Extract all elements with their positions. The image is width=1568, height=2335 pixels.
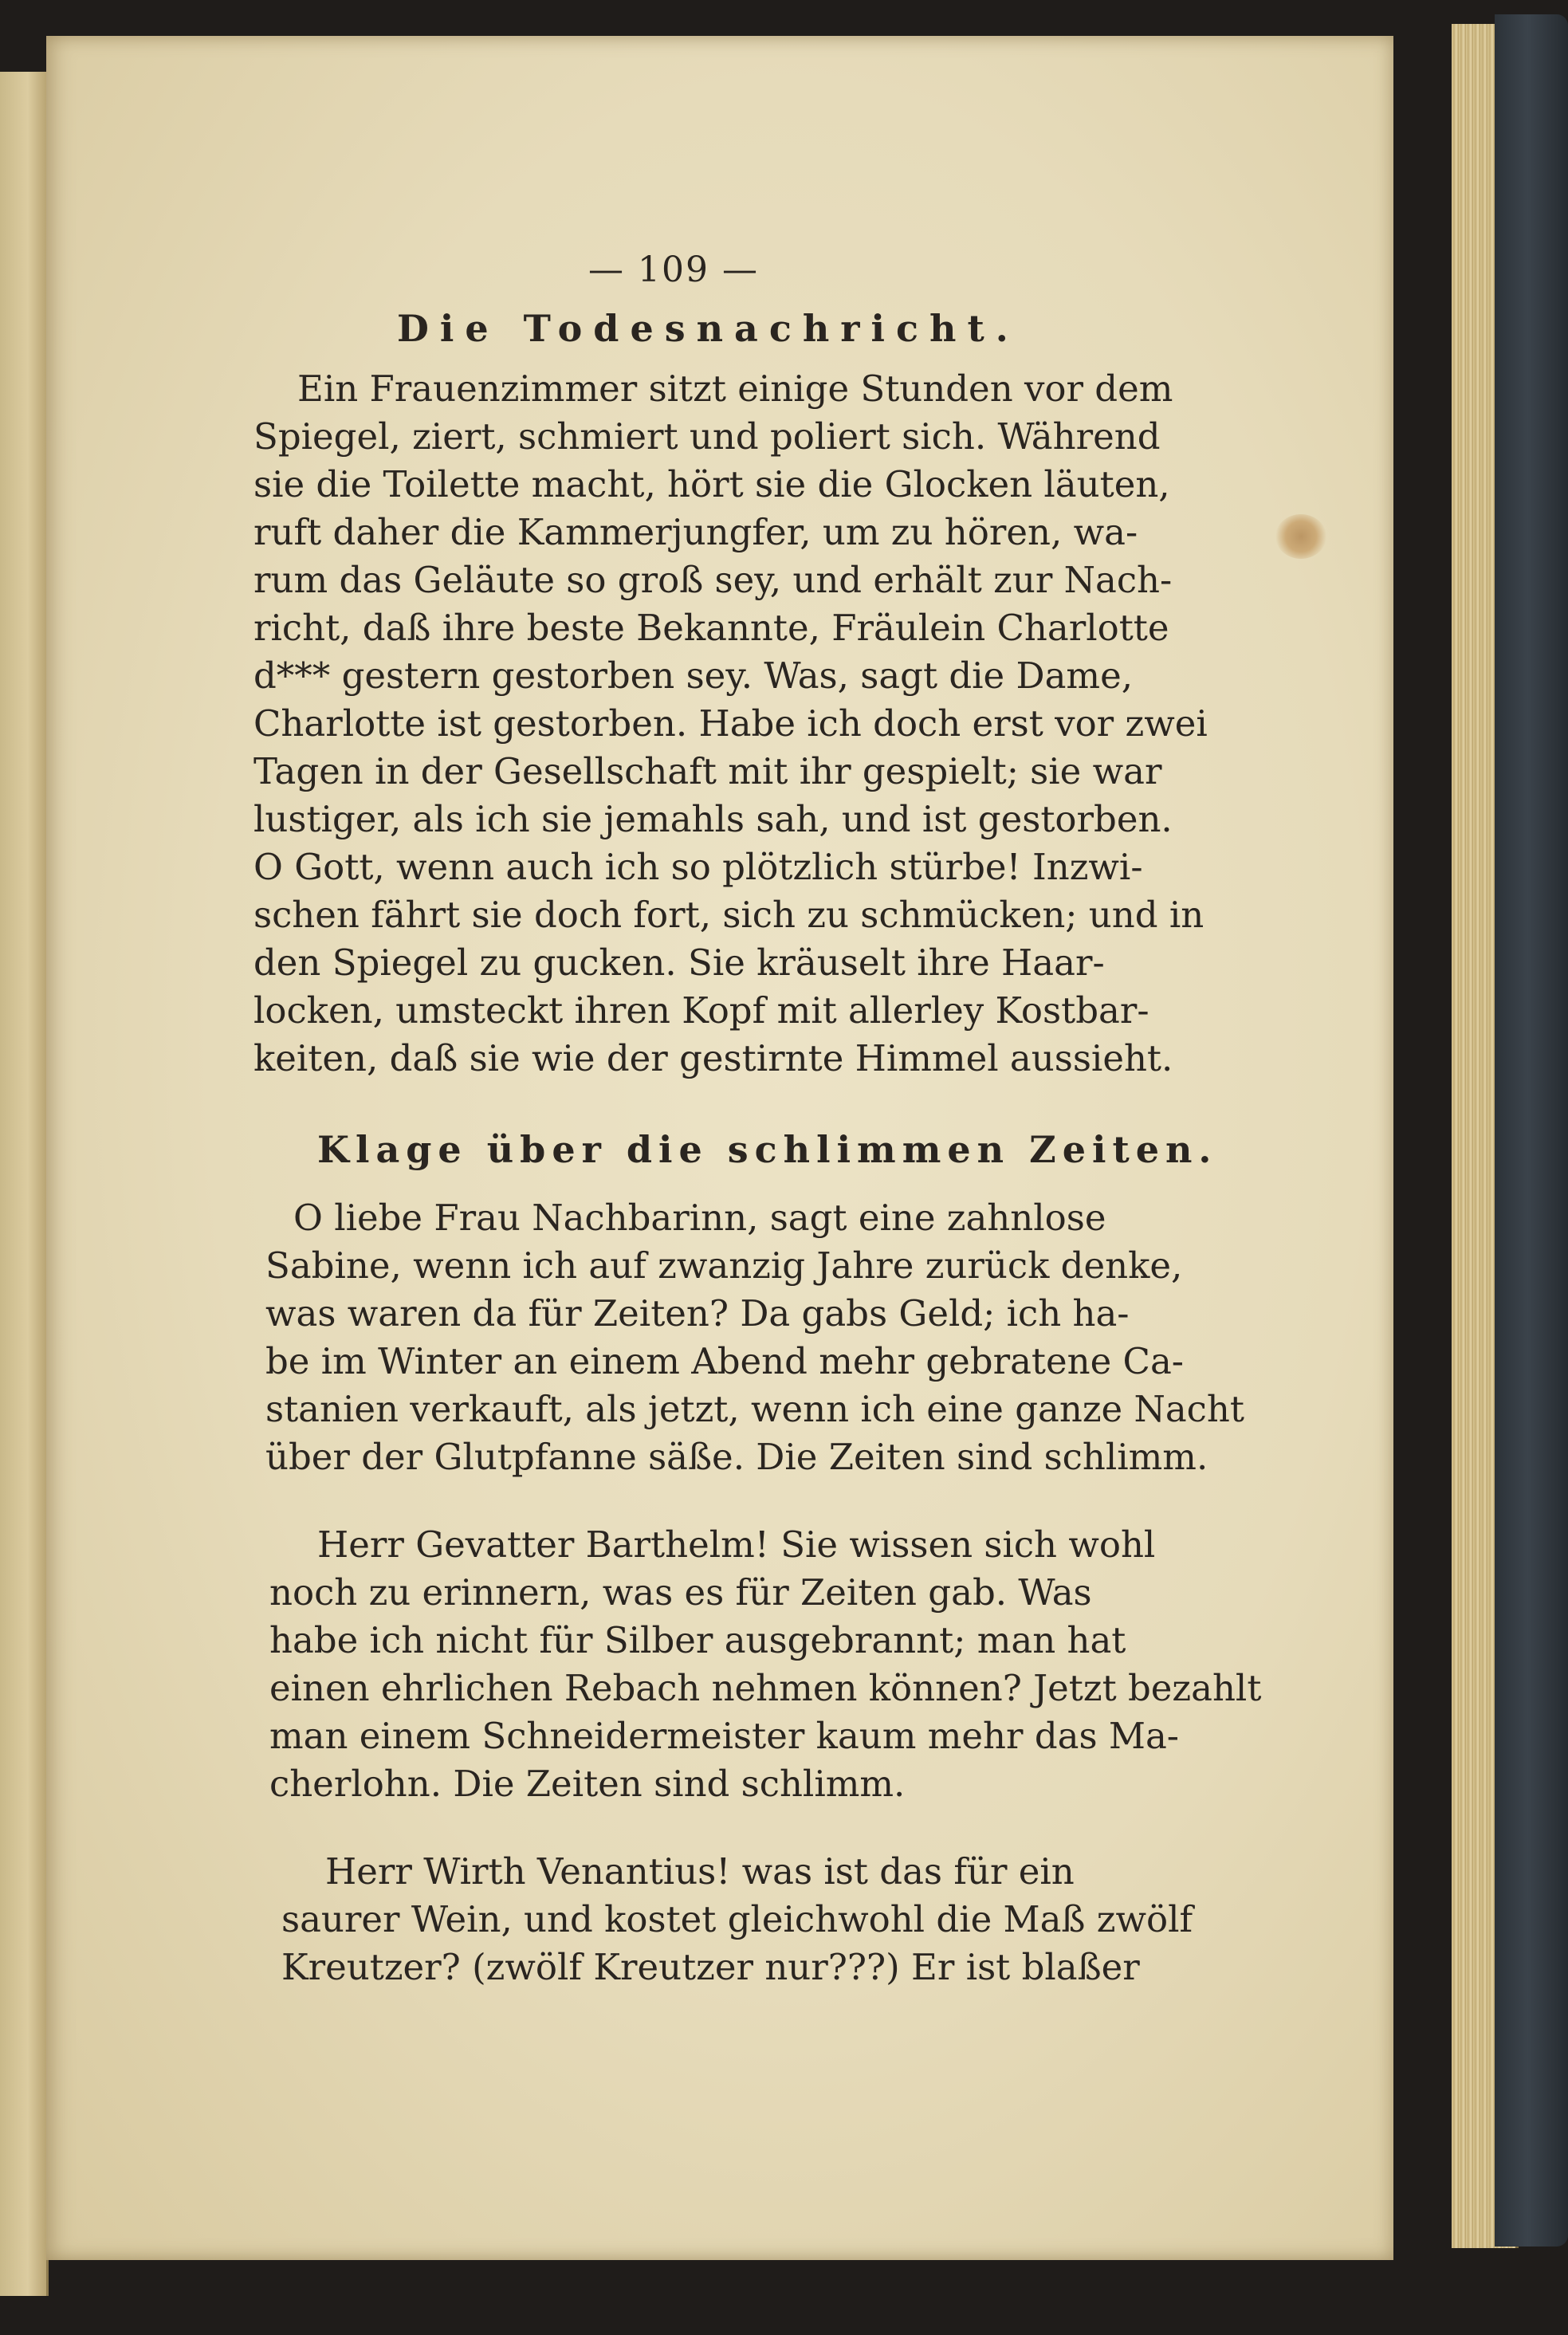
text-line: ruft daher die Kammerjungfer, um zu hören, wa-	[253, 511, 1138, 553]
text-line: stanien verkauft, als jetzt, wenn ich eine ganze Nacht	[265, 1388, 1244, 1430]
text-line: man einem Schneidermeister kaum mehr das Ma-	[269, 1715, 1179, 1757]
text-line: cherlohn. Die Zeiten sind schlimm.	[269, 1763, 906, 1805]
book-page	[46, 36, 1393, 2260]
paper-stain	[1275, 514, 1326, 559]
text-line: den Spiegel zu gucken. Sie kräuselt ihre Haar-	[253, 941, 1105, 984]
text-line: sie die Toilette macht, hört sie die Glocken läuten,	[253, 463, 1170, 505]
text-line: d*** gestern gestorben sey. Was, sagt die Dame,	[253, 655, 1134, 697]
text-line: locken, umsteckt ihren Kopf mit allerley Kostbar-	[253, 989, 1149, 1032]
text-line: über der Glutpfanne säße. Die Zeiten sind schlimm.	[265, 1436, 1208, 1478]
text-line: O liebe Frau Nachbarinn, sagt eine zahnlose	[293, 1197, 1106, 1239]
facing-page-edge	[0, 72, 49, 2296]
text-line: saurer Wein, und kostet gleichwohl die Maß zwölf	[281, 1898, 1193, 1940]
text-line: Spiegel, ziert, schmiert und poliert sich. Während	[253, 415, 1161, 458]
text-line: noch zu erinnern, was es für Zeiten gab. Was	[269, 1571, 1092, 1614]
text-line: Herr Gevatter Barthelm! Sie wissen sich wohl	[317, 1523, 1156, 1566]
text-line: schen fährt sie doch fort, sich zu schmücken; und in	[253, 894, 1204, 936]
text-line: lustiger, als ich sie jemahls sah, und ist gestorben.	[253, 798, 1173, 840]
text-line: be im Winter an einem Abend mehr gebratene Ca-	[265, 1340, 1185, 1382]
text-line: keiten, daß sie wie der gestirnte Himmel aussieht.	[253, 1037, 1173, 1079]
text-line: Kreutzer? (zwölf Kreutzer nur???) Er ist blaßer	[281, 1946, 1140, 1988]
section-heading: Klage über die schlimmen Zeiten.	[317, 1128, 1218, 1171]
section-heading: Die Todesnachricht.	[397, 307, 1020, 350]
text-line: rum das Geläute so groß sey, und erhält zur Nach-	[253, 559, 1173, 601]
text-line: Tagen in der Gesellschaft mit ihr gespielt; sie war	[253, 750, 1162, 792]
text-line: Ein Frauenzimmer sitzt einige Stunden vor dem	[297, 368, 1173, 410]
text-line: was waren da für Zeiten? Da gabs Geld; ich ha-	[265, 1292, 1130, 1335]
text-line: habe ich nicht für Silber ausgebrannt; man hat	[269, 1619, 1126, 1661]
book-cover	[1495, 14, 1568, 2247]
text-line: richt, daß ihre beste Bekannte, Fräulein Charlotte	[253, 607, 1169, 649]
text-line: Charlotte ist gestorben. Habe ich doch erst vor zwei	[253, 702, 1208, 745]
page-number: — 109 —	[588, 250, 759, 290]
text-line: einen ehrlichen Rebach nehmen können? Jetzt bezahlt	[269, 1667, 1262, 1709]
text-line: Sabine, wenn ich auf zwanzig Jahre zurück denke,	[265, 1244, 1183, 1287]
text-line: Herr Wirth Venantius! was ist das für ein	[325, 1850, 1075, 1893]
text-line: O Gott, wenn auch ich so plötzlich stürbe! Inzwi-	[253, 846, 1143, 888]
